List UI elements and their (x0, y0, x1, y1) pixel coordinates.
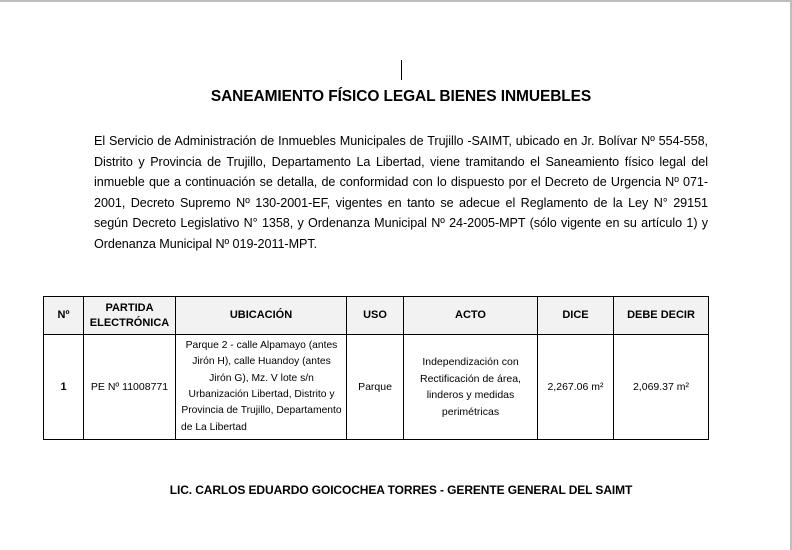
header-dice: DICE (538, 297, 614, 335)
header-partida: PARTIDA ELECTRÓNICA (84, 297, 176, 335)
table-row (44, 335, 709, 440)
cell-dice: 2,267.06 m² (538, 335, 614, 440)
text-cursor (401, 60, 402, 80)
header-ubicacion: UBICACIÓN (176, 297, 347, 335)
page-border-top (0, 0, 792, 2)
header-debe-decir: DEBE DECIR (614, 297, 709, 335)
properties-table (43, 296, 709, 440)
signature-line: LIC. CARLOS EDUARDO GOICOCHEA TORRES - GERENTE GENERAL DEL SAIMT (169, 483, 633, 497)
cell-uso: Parque (347, 335, 404, 440)
header-uso: USO (347, 297, 404, 335)
header-numero: Nº (44, 297, 84, 335)
cell-debe-decir: 2,069.37 m² (614, 335, 709, 440)
cell-partida: PE Nº 11008771 (84, 335, 176, 440)
header-acto: ACTO (404, 297, 538, 335)
cell-acto: Independización con Rectificación de área, linderos y medidas perimétricas (404, 335, 538, 440)
cell-numero: 1 (44, 335, 84, 440)
document-title: SANEAMIENTO FÍSICO LEGAL BIENES INMUEBLES (210, 88, 592, 105)
table-header-row (44, 297, 709, 335)
intro-paragraph: El Servicio de Administración de Inmuebles Municipales de Trujillo -SAIMT, ubicado en Jr. Bolívar Nº 554-558, Distrito y Provincia de Trujillo, Departamento La Libertad, viene tramitando el Saneamiento físico legal del inmueble que a continuación se detalla, de conformidad con lo dispuesto por el Decreto de Urgencia Nº 071-2001, Decreto Supremo Nº 130-2001-EF, vigentes en tanto se adecue el Reglamento de la Ley N° 29151 según Decreto Legislativo N° 1358, y Ordenanza Municipal Nº 24-2005-MPT (sólo vigente en su artículo 1) y Ordenanza Municipal Nº 019-2011-MPT. (94, 134, 708, 251)
cell-ubicacion: Parque 2 - calle Alpamayo (antes Jirón H), calle Huandoy (antes Jirón G), Mz. V lote s/n Urbanización Libertad, Distrito y Provincia de Trujillo, Departamento de La Libertad (176, 335, 347, 440)
